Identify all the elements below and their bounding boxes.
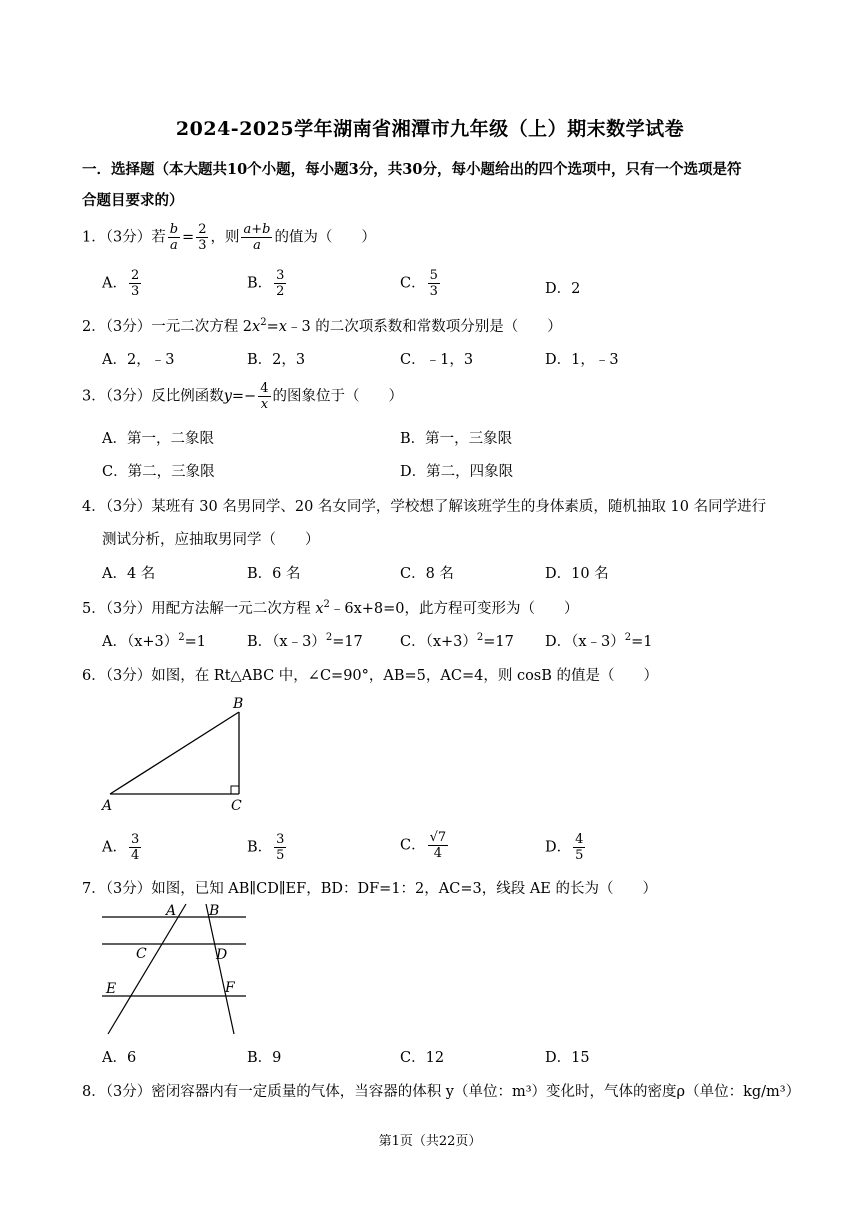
page-footer: 第1页（共22页） xyxy=(378,1134,482,1149)
q6-option-c[interactable] xyxy=(400,830,450,861)
question-2 xyxy=(82,315,562,336)
q1-option-d[interactable] xyxy=(545,277,580,298)
q1-f2-num: 2 xyxy=(198,222,207,237)
q6-label-c: C xyxy=(231,798,242,814)
q1-fraction-b-over-a xyxy=(168,222,180,253)
q6-triangle-figure xyxy=(98,692,258,816)
q6-opt-b-label: B． xyxy=(247,839,273,856)
q1-opt-b-label: B． xyxy=(247,275,273,292)
q6-opt-d-den: 5 xyxy=(575,848,584,863)
q7-label-d: D xyxy=(216,947,228,963)
q7-label-f: F xyxy=(225,980,235,996)
q6-option-d[interactable] xyxy=(545,832,587,863)
q6-opt-d-num: 4 xyxy=(575,832,584,847)
q1-opt-a-label: A． xyxy=(102,275,127,292)
q6-opt-b-den: 5 xyxy=(276,848,285,863)
q2-option-a[interactable]: A．2，﹣3 xyxy=(102,352,175,368)
q6-opt-c-label: C． xyxy=(400,837,426,854)
q5-option-a[interactable] xyxy=(102,630,206,651)
q5-opt-c-sup: 2 xyxy=(476,632,484,643)
q1-suffix: 的值为（ ） xyxy=(274,229,376,246)
q1-option-a[interactable] xyxy=(102,268,143,299)
q1-opt-a-frac xyxy=(129,268,141,299)
question-3 xyxy=(82,381,403,412)
q6-opt-b-frac xyxy=(274,832,286,863)
q2-option-c[interactable]: C．﹣1，3 xyxy=(400,352,474,368)
q5-opt-c-rhs: =17 xyxy=(483,634,514,650)
q7-option-d[interactable]: D．15 xyxy=(545,1050,590,1066)
question-1 xyxy=(82,222,376,253)
q1-opt-d-text: 2 xyxy=(571,281,581,297)
q2-var2: x xyxy=(278,319,287,335)
q5-opt-a-rhs: =1 xyxy=(184,634,207,650)
question-7: 7．（3分）如图，已知 AB∥CD∥EF，BD：DF=1：2，AC=3，线段 AE 的长为（ ） xyxy=(82,881,657,897)
q5-sup: 2 xyxy=(323,599,330,610)
q1-opt-b-num: 3 xyxy=(276,268,285,283)
q1-f3-num: a+b xyxy=(243,222,271,237)
q5-opt-b-rhs: =17 xyxy=(332,634,363,650)
q2-option-d[interactable]: D．1，﹣3 xyxy=(545,352,619,368)
q3-fraction xyxy=(258,381,270,412)
q5-opt-d-sup: 2 xyxy=(624,632,632,643)
q5-opt-a-base: A．（x+3） xyxy=(102,634,179,650)
q3-prefix: 3．（3分）反比例函数 xyxy=(82,388,224,405)
q2-option-b[interactable]: B．2，3 xyxy=(247,352,306,368)
q5-opt-b-base: B．（x﹣3） xyxy=(247,634,326,650)
q7-option-a[interactable]: A．6 xyxy=(102,1050,137,1066)
q6-opt-c-num: √7 xyxy=(429,830,447,845)
q1-opt-c-frac xyxy=(428,268,440,299)
q1-fraction-2-over-3 xyxy=(196,222,208,253)
q1-opt-b-frac xyxy=(274,268,286,299)
q7-label-e: E xyxy=(106,981,117,997)
q6-option-a[interactable] xyxy=(102,832,143,863)
q3-eq: =− xyxy=(231,388,257,405)
q1-opt-c-den: 3 xyxy=(429,284,438,299)
q5-option-d[interactable] xyxy=(545,630,653,651)
q7-transversal-bdf xyxy=(206,904,234,1034)
q5-prefix: 5．（3分）用配方法解一元二次方程 xyxy=(82,601,311,617)
q1-fraction-aplusb-over-a xyxy=(241,222,272,253)
q6-opt-c-frac xyxy=(428,830,449,861)
q2-mid: = xyxy=(266,319,279,335)
q5-suffix: ﹣6x+8=0，此方程可变形为（ ） xyxy=(329,601,579,617)
q5-var: x xyxy=(315,601,324,617)
q7-label-b: B xyxy=(209,903,220,919)
q1-opt-a-num: 2 xyxy=(130,268,140,283)
q1-prefix: 1．（3分）若 xyxy=(82,229,166,246)
q6-opt-a-label: A． xyxy=(102,839,127,856)
q2-sup: 2 xyxy=(260,317,267,328)
q5-opt-b-sup: 2 xyxy=(325,632,333,643)
q4-option-b[interactable]: B．6 名 xyxy=(247,566,301,582)
q1-f1-num: b xyxy=(169,222,179,237)
q3-option-b[interactable]: B．第一，三象限 xyxy=(400,431,513,447)
q1-opt-a-den: 3 xyxy=(130,284,140,299)
q3-option-a[interactable]: A．第一，二象限 xyxy=(102,431,214,447)
q6-opt-a-frac xyxy=(129,832,141,863)
q2-var1: x xyxy=(252,319,261,335)
q6-option-b[interactable] xyxy=(247,832,288,863)
q6-opt-a-num: 3 xyxy=(130,832,140,847)
exam-title: 2024-2025学年湖南省湘潭市九年级（上）期末数学试卷 xyxy=(175,118,685,140)
q1-f2-den: 3 xyxy=(198,238,207,253)
q4-option-a[interactable]: A．4 名 xyxy=(102,566,156,582)
q3-option-d[interactable]: D．第二，四象限 xyxy=(400,464,514,480)
q5-opt-d-base: D．（x﹣3） xyxy=(545,634,625,650)
q4-option-d[interactable]: D．10 名 xyxy=(545,566,609,582)
q1-option-b[interactable] xyxy=(247,268,288,299)
q1-opt-b-den: 2 xyxy=(276,284,285,299)
q7-option-c[interactable]: C．12 xyxy=(400,1050,445,1066)
question-4-line1: 4．（3分）某班有 30 名男同学、20 名女同学，学校想了解该班学生的身体素质，随机抽取 10 名同学进行 xyxy=(82,499,767,515)
q7-label-c: C xyxy=(136,946,147,962)
q4-option-c[interactable]: C．8 名 xyxy=(400,566,454,582)
q1-f1-den: a xyxy=(169,238,178,253)
q1-f3-den: a xyxy=(253,238,261,253)
section-heading-line2: 合题目要求的） xyxy=(82,192,184,209)
q5-option-c[interactable] xyxy=(400,630,514,651)
q6-opt-d-label: D． xyxy=(545,839,572,856)
q2-suffix: ﹣3 的二次项系数和常数项分别是（ ） xyxy=(286,319,562,335)
q7-parallel-lines-figure xyxy=(98,900,258,1040)
section-heading-line1: 一．选择题（本大题共10个小题，每小题3分，共30分，每小题给出的四个选项中，只有一个选项是符 xyxy=(82,161,742,178)
q5-opt-a-sup: 2 xyxy=(178,632,185,643)
q6-opt-d-frac xyxy=(573,832,585,863)
question-4-line2: 测试分析，应抽取男同学（ ） xyxy=(102,532,320,548)
q7-transversal-ace xyxy=(108,904,186,1034)
question-5 xyxy=(82,597,579,618)
q3-option-c[interactable]: C．第二，三象限 xyxy=(102,464,215,480)
q3-var: y xyxy=(223,388,232,405)
q1-option-c[interactable] xyxy=(400,268,442,299)
q6-label-b: B xyxy=(233,696,244,712)
q3-f-num: 4 xyxy=(260,381,269,396)
q1-opt-c-num: 5 xyxy=(429,268,438,283)
q3-suffix: 的图象位于（ ） xyxy=(272,388,403,405)
q6-right-angle-mark xyxy=(231,786,239,794)
q1-mid: ，则 xyxy=(210,229,240,246)
q5-opt-d-rhs: =1 xyxy=(631,634,653,650)
q6-opt-a-den: 4 xyxy=(130,848,140,863)
question-8: 8．（3分）密闭容器内有一定质量的气体，当容器的体积 y（单位：m³）变化时，气体的密度ρ（单位：kg/m³） xyxy=(82,1084,801,1100)
q6-opt-c-den: 4 xyxy=(433,846,443,861)
q7-option-b[interactable]: B．9 xyxy=(247,1050,282,1066)
q6-side-ab xyxy=(110,712,239,794)
q1-opt-d-label: D． xyxy=(545,281,572,297)
question-6: 6．（3分）如图，在 Rt△ABC 中，∠C=90°，AB=5，AC=4，则 cosB 的值是（ ） xyxy=(82,668,659,684)
q7-label-a: A xyxy=(166,903,177,919)
q1-eq: = xyxy=(182,229,195,246)
q6-opt-b-num: 3 xyxy=(276,832,285,847)
q5-option-b[interactable] xyxy=(247,630,363,651)
q1-opt-c-label: C． xyxy=(400,275,426,292)
q2-prefix: 2．（3分）一元二次方程 2 xyxy=(82,319,253,335)
q5-opt-c-base: C．（x+3） xyxy=(400,634,477,650)
q3-f-den: x xyxy=(260,397,269,412)
q6-label-a: A xyxy=(102,798,113,814)
